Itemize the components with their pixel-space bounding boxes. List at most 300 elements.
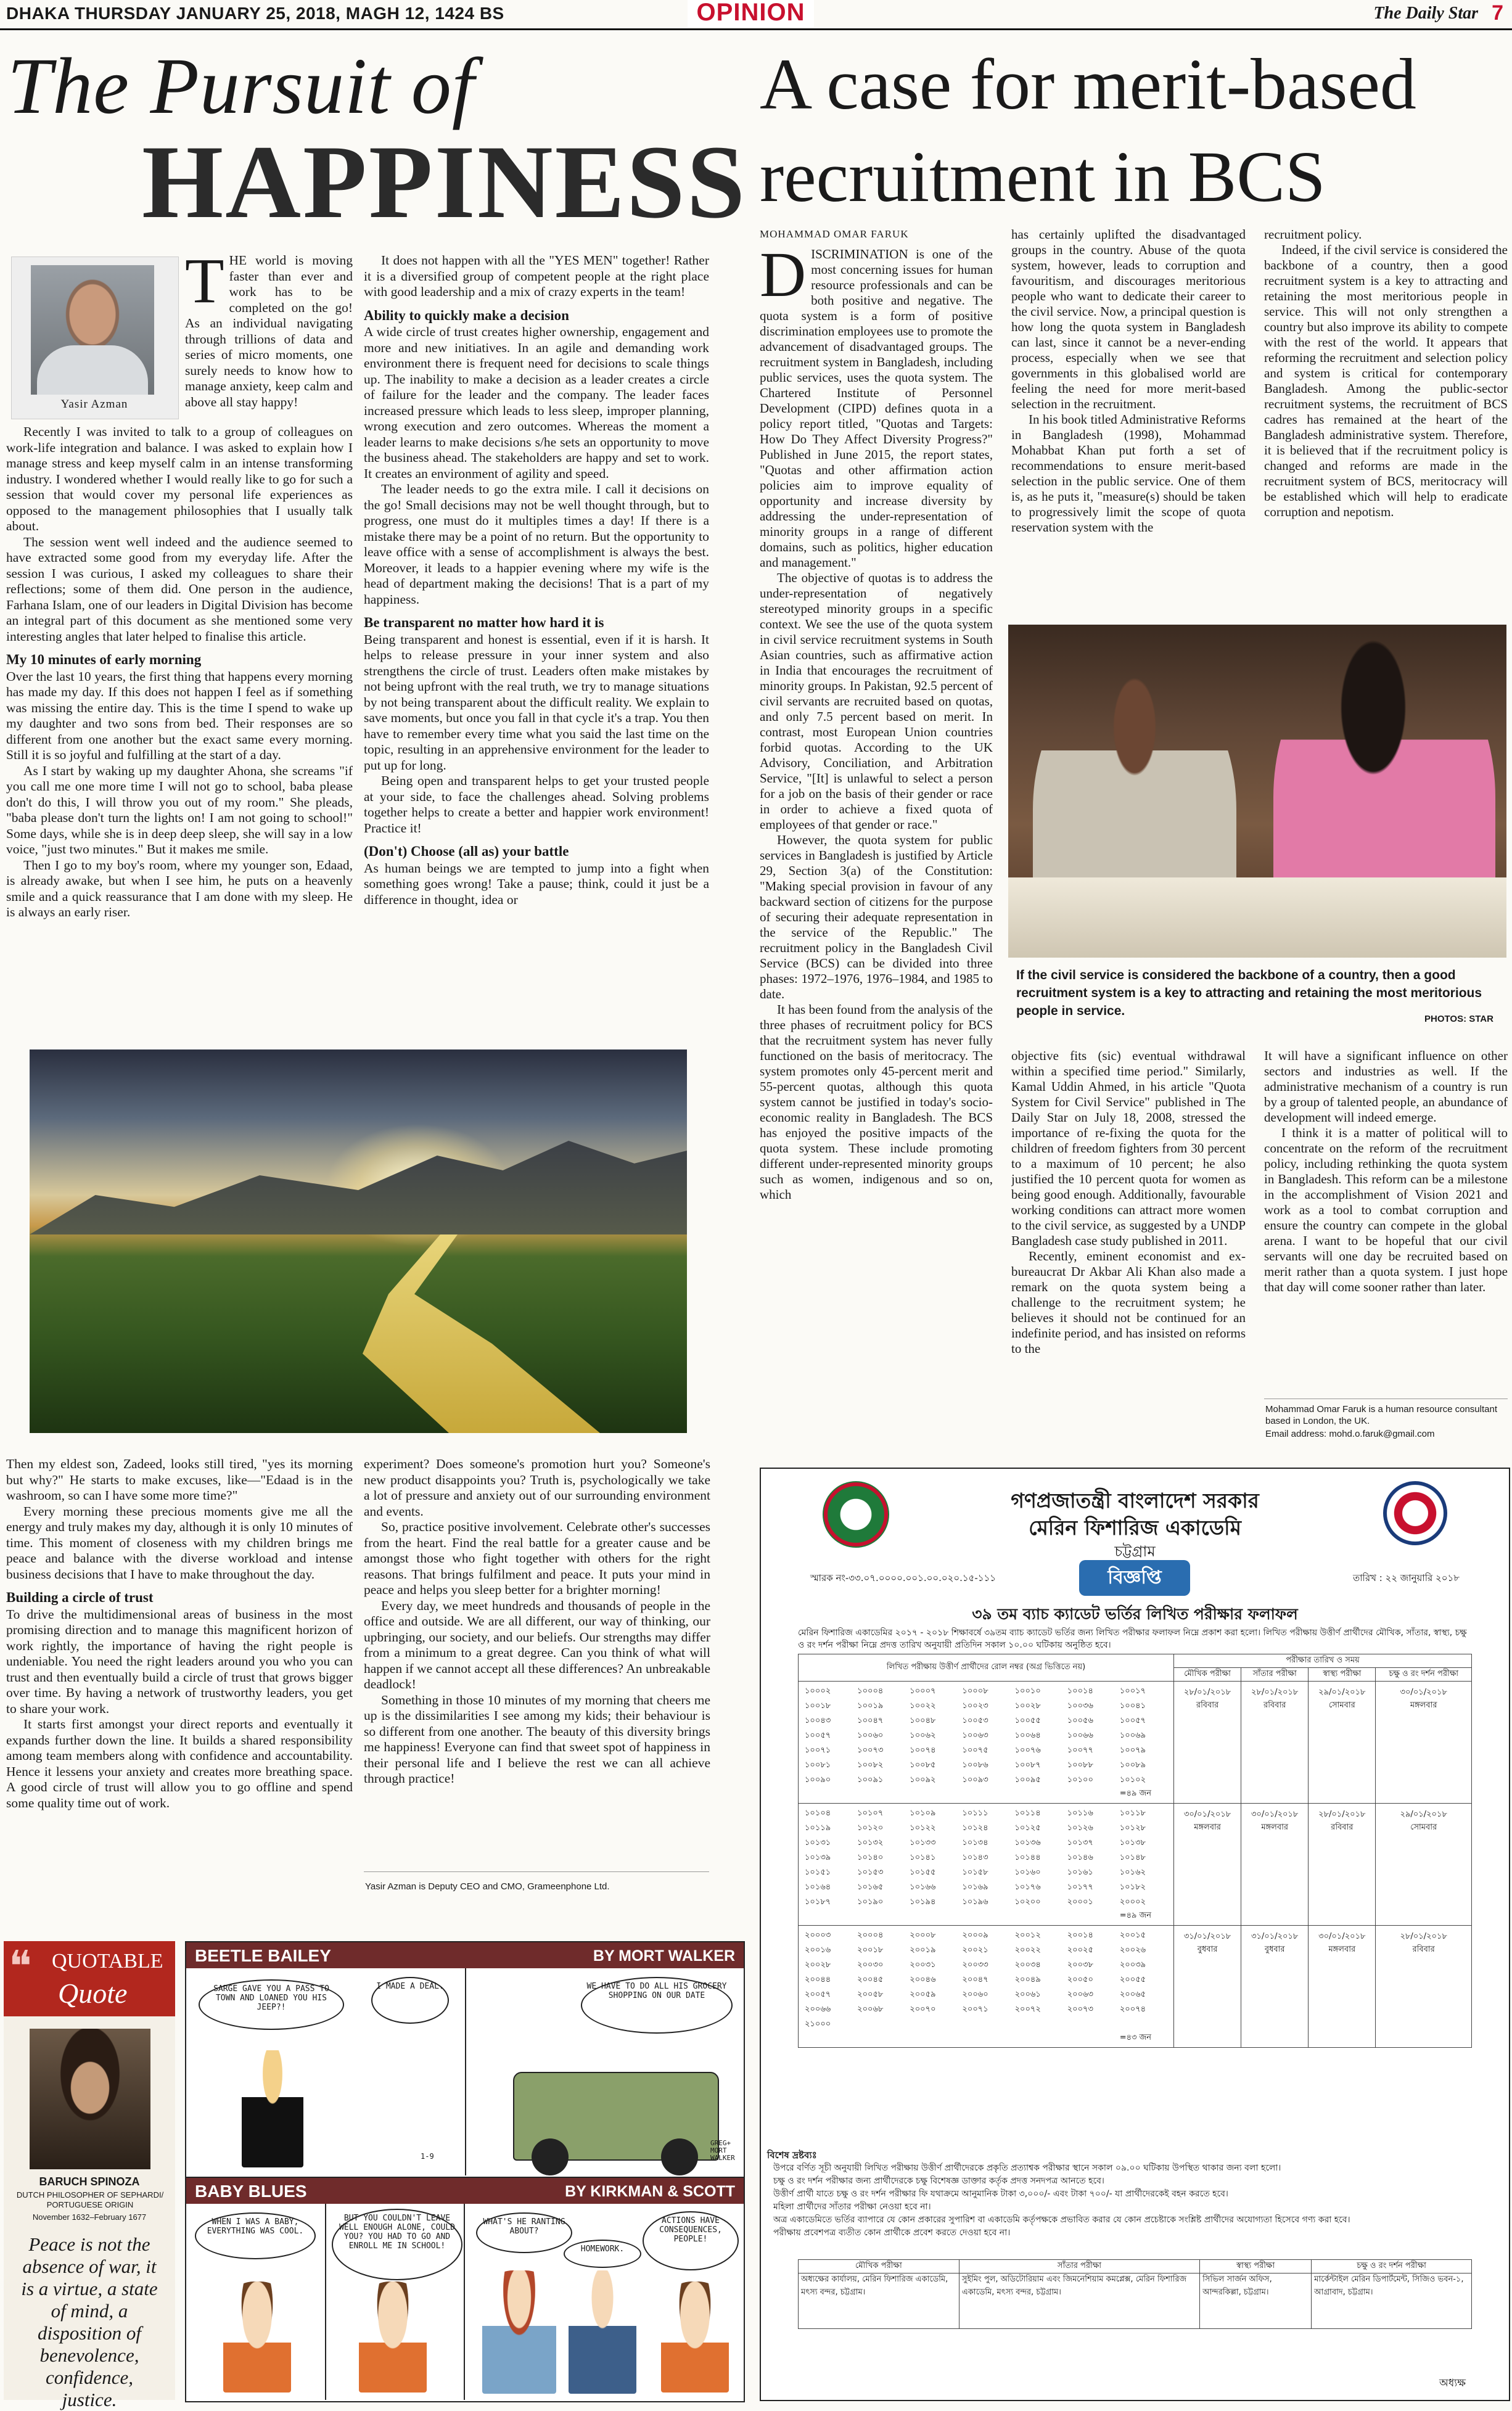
boy-character xyxy=(223,2282,291,2393)
venue-head: সাঁতার পরীক্ষা xyxy=(959,2260,1199,2273)
roll-number: ২০০১৮ xyxy=(857,1945,884,1955)
roll-number: ১০০৫৩ xyxy=(962,1716,988,1725)
subheading: My 10 minutes of early morning xyxy=(6,652,202,667)
roll-number: ২০০১৫ xyxy=(1119,1931,1146,1940)
paragraph: So, practice positive involvement. Celebrate other's successes from the heart. Find the real battle for a greater cause and be amongst those who fight together with others for the right reasons. That brings fulfilment and peace. It puts your mind in peace and helps you sleep better for a brighter morning! xyxy=(364,1519,710,1597)
roll-number: ১০০১৭ xyxy=(1119,1686,1146,1696)
headline-line-2: HAPPINESS xyxy=(142,124,747,240)
exam-date: ২৮/০১/২০১৮ xyxy=(1318,1810,1366,1819)
photo-exam-desk xyxy=(1008,877,1506,958)
paragraph: experiment? Does someone's promotion hurt you? Someone's new product disappoints you? Truth is, psychologically we take a lot of pressure and anxiety out of our surrounding environment and events. xyxy=(364,1456,710,1519)
roll-number: ১০১০৭ xyxy=(857,1809,884,1818)
roll-number: ১০১৯৬ xyxy=(962,1897,988,1907)
quote-origin: DUTCH PHILOSOPHER OF SEPHARDI/ PORTUGUESE ORIGIN xyxy=(16,2190,164,2209)
roll-number: ১০১৩৩ xyxy=(910,1838,936,1847)
roll-number: ১০০৮৮ xyxy=(1067,1760,1093,1770)
note-item: মহিলা প্রার্থীদের সাঁতার পরীক্ষা নেওয়া হবে না। xyxy=(773,2202,931,2212)
roll-number: ১০১৪৬ xyxy=(1067,1853,1093,1862)
roll-number: ২০০২৫ xyxy=(1067,1945,1093,1955)
recruitment-notice xyxy=(760,1468,1510,2401)
roll-number: ১০০০২ xyxy=(805,1686,831,1696)
notice-intro: মেরিন ফিশারিজ একাডেমির ২০১৭ - ২০১৮ শিক্ষাবর্ষে ৩৯তম ব্যাচ ক্যাডেট ভর্তির জন্য লিখিত পরীক্ষার ফলাফল নিম্নে প্রকাশ করা হলো। লিখিত পরীক্ষায় উত্তীর্ণ প্রার্থীদের মৌখিক, সাঁতার, স্বাস্থ্য, চক্ষু ও রং দর্শন পরীক্ষা নিম্নে প্রদত্ত তারিখ অনুযায়ী প্রতিদিন সকাল ১০.০০ ঘটিকায় অনুষ্ঠিত হবে। xyxy=(798,1628,1467,1650)
note-item: উত্তীর্ণ প্রার্থী যাতে চক্ষু ও রং দর্শন পরীক্ষার ফি যথাক্রমে আনুমানিক টাকা ৩,০০০/- এবং টাকা ৭০০/- যা প্রার্থীদেরকেই বহন করতে হবে। xyxy=(773,2189,1228,2199)
quote-label-2: Quote xyxy=(58,1978,128,2009)
roll-number: ২০০১৬ xyxy=(805,1945,831,1955)
roll-number: ২০০৪৪ xyxy=(805,1975,831,1984)
roll-numbers-cell xyxy=(799,1682,1174,1804)
exam-weekday: সোমবার xyxy=(1410,1823,1437,1832)
table-head-rolls: লিখিত পরীক্ষায় উত্তীর্ণ প্রার্থীদের রোল নম্বর (অগ্র ভিত্তিতে নয়) xyxy=(799,1654,1174,1682)
drop-cap: T xyxy=(185,253,224,316)
paragraph: HE world is moving faster than ever and work has to be completed on the go! As an individual navigating through trillions of data and series of micro moments, one surely needs to know how to manage anxiety, keep calm and above all stay happy! xyxy=(185,253,353,409)
subheading: (Don't) Choose (all as) your battle xyxy=(364,844,569,859)
roll-number: ২০০৫০ xyxy=(1067,1975,1093,1984)
paragraph: The leader needs to go the extra mile. I call it decisions on the go! Small decisions may not be well thought through, but to progress, one must do it multiples times a day! If there is a mistake there may be a point of no return. But the opportunity to leave office with a sense of accomplishment is always the best. Moreover, it leads to a happier evening where my wife is the head of department making the decisions! That is a part of my happiness. xyxy=(364,482,709,607)
exam-weekday: মঙ্গলবার xyxy=(1261,1823,1289,1832)
subheading: Be transparent no matter how hard it is xyxy=(364,615,604,630)
roll-number: ১০০২৩ xyxy=(962,1701,988,1711)
roll-number: ১০১৩৭ xyxy=(1067,1838,1093,1847)
right-column-c xyxy=(1264,227,1508,615)
article-column-1-bottom xyxy=(6,1456,353,1900)
roll-number: ১০০১৪ xyxy=(1067,1686,1093,1696)
exam-date-cell xyxy=(1241,1804,1309,1926)
exam-weekday: রবিবার xyxy=(1196,1701,1219,1710)
roll-number: ১০০২২ xyxy=(910,1701,936,1711)
exam-date: ২৯/০১/২০১৮ xyxy=(1400,1810,1447,1819)
exam-weekday: রবিবার xyxy=(1412,1945,1435,1954)
roll-number: ২০০৬৬ xyxy=(805,2005,831,2014)
roll-number: ১০১৬৫ xyxy=(857,1883,884,1892)
section-label: OPINION xyxy=(688,0,814,27)
speech-bubble: WE HAVE TO DO ALL HIS GROCERY SHOPPING ON OUR DATE xyxy=(581,1977,733,2034)
quote-label-1: QUOTABLE xyxy=(52,1950,163,1973)
roll-number: ১০০১০ xyxy=(1014,1686,1041,1696)
roll-number: ২১০০০ xyxy=(805,2019,831,2029)
roll-number: ২০০৭৩ xyxy=(1067,2005,1093,2014)
exam-weekday: বুধবার xyxy=(1264,1945,1285,1954)
notice-signature: অধ্যক্ষ xyxy=(1439,2377,1466,2389)
roll-number: ১০১২৪ xyxy=(962,1823,988,1833)
roll-number: ১০১৩৬ xyxy=(1014,1838,1041,1847)
roll-number: ১০০৪৭ xyxy=(857,1716,884,1725)
paragraph: It has been found from the analysis of the three phases of recruitment policy for BCS that the recruitment system has never fully functioned on the basis of meritocracy. The system promotes only 45-percent merit and 55-percent quotas, although this quota system cannot be justified in today's socio-economic reality in Bangladesh. The BCS has enjoyed the positive impacts of the quota system. These include promoting different under-represented minority groups such as women, indigenous and so on, which xyxy=(760,1002,993,1202)
paragraph: Every day, we meet hundreds and thousands of people in the office and outside. We are all different, our way of thinking, our upbringing, our society, and our beliefs. Our strengths may differ from a minimum to a great degree. Can you think of what will happen if we cannot accept all these differences? An unbreakable deadlock! xyxy=(364,1598,710,1691)
results-table xyxy=(798,1654,1472,2048)
right-column-b-bottom xyxy=(1011,1048,1246,1443)
mother-character xyxy=(482,2270,556,2394)
roll-number: ১০০০৮ xyxy=(962,1686,988,1696)
roll-number: ২০০৪৬ xyxy=(910,1975,936,1984)
paragraph: Then I go to my boy's room, where my younger son, Edaad, is already awake, but when I see him, he puts on a heavenly smile and a quick reassurance that I am done with my sleep. He is always an early riser. xyxy=(6,857,353,919)
exam-date: ৩১/০১/২০১৮ xyxy=(1251,1932,1299,1941)
exam-date-cell xyxy=(1174,1682,1241,1804)
venue-head: মৌখিক পরীক্ষা xyxy=(799,2260,959,2273)
paragraph: Something in those 10 minutes of my morning that cheers me up is the dissimilarities I see among my kids; their behaviour is so different from one another. The beauty of this diversity brings me happiness! Everyone can find that sweet spot of happiness in their personal life and I believe the rest we can all achieve through practice! xyxy=(364,1692,710,1786)
article-column-1-top xyxy=(185,253,353,425)
roll-number: ১০০৯১ xyxy=(857,1775,884,1785)
roll-number: ১০০৫৭ xyxy=(1119,1716,1146,1725)
roll-number: ১০০৫৬ xyxy=(1067,1716,1093,1725)
headline-line-1: The Pursuit of xyxy=(7,42,475,131)
paragraph: Over the last 10 years, the first thing that happens every morning has made my day. If this does not happen I feel as if something was missing the entire day. This is the time I spend to wake up my daughter and two sons from bed. Their responses are so different from one another but the exact same every morning. Still it is so joyful and fulfilling at the start of a day. xyxy=(6,668,353,762)
exam-weekday: মঙ্গলবার xyxy=(1328,1945,1356,1954)
blonde-character xyxy=(242,2050,303,2167)
roll-number: ২০০৫৫ xyxy=(1119,1975,1146,1984)
roll-number: ১০০৬৬ xyxy=(1067,1731,1093,1740)
results-group-row xyxy=(799,1804,1472,1926)
exam-date: ২৮/০১/২০১৮ xyxy=(1400,1932,1447,1941)
notice-badge: বিজ্ঞপ্তি xyxy=(1079,1560,1190,1596)
paragraph: However, the quota system for public services in Bangladesh is justified by Article 29, Section 3(a) of the Constitution: "Making special provision in favour of any backward section of citizens for the purpose of securing their adequate representation in the service of the Republic." The recruitment policy in the Bangladesh Civil Service (BCS) can be divided into three phases: 1972–1976, 1976–1984, and 1985 to date. xyxy=(760,832,993,1001)
exam-date-cell xyxy=(1309,1804,1376,1926)
exam-date: ২৮/০১/২০১৮ xyxy=(1251,1688,1299,1697)
roll-number: ১০১৯০ xyxy=(857,1897,884,1907)
paragraph: Recently, eminent economist and ex-bureaucrat Dr Akbar Ali Khan also made a remark on the quota system being a challenge to the recruitment system; he believes it should not be continued for an indefinite period, and has insisted on reforms to the xyxy=(1011,1249,1246,1356)
roll-number: ১০০০৭ xyxy=(910,1686,936,1696)
roll-number: ১০০৮২ xyxy=(857,1760,884,1770)
note-item: অত্র একাডেমিতে ভর্তির ব্যাপারে যে কোন প্রকারের সুপারিশ বা একাডেমি কর্তৃপক্ষকে প্রভাবিত করার যে কোন প্রচেষ্টাকে সংশ্লিষ্ট প্রার্থীদের অযোগ্যতা হিসেবে গণ্য করা হবে। xyxy=(773,2215,1350,2225)
roll-number: ২০০৬০ xyxy=(962,1990,988,1999)
subheading: Building a circle of trust xyxy=(6,1590,154,1605)
roll-number: ২০০৭১ xyxy=(962,2005,988,2014)
roll-number: ১০১২৮ xyxy=(1119,1823,1146,1833)
roll-number: ২০০৫৮ xyxy=(857,1990,884,1999)
roll-number: ১০১৬৯ xyxy=(962,1883,988,1892)
exam-date-cell xyxy=(1376,1804,1472,1926)
paragraph: The session went well indeed and the audience seemed to have extracted some good from my everyday life. After the session I was curious, I asked my colleagues to share their reflections; some of them did. One person in the audience, Farhana Islam, one of our leaders in Digital Division has become an integral part of this document as she mentioned some very interesting angles that later helped to finalise this article. xyxy=(6,534,353,644)
roll-number: ১০০৭৪ xyxy=(910,1746,936,1755)
roll-number: ২০০২৮ xyxy=(805,1960,831,1969)
author-note-rule xyxy=(364,1871,709,1872)
roll-number: ২০০৬৩ xyxy=(1067,1990,1093,1999)
jeep-wheel-icon xyxy=(661,2138,698,2175)
roll-number: ২০০২৬ xyxy=(1119,1945,1146,1955)
blues-panel-divider xyxy=(325,2204,326,2400)
roll-number: ১০০৯৩ xyxy=(962,1775,988,1785)
roll-number: ১০০৬২ xyxy=(910,1731,936,1740)
venue-cell: মার্কেন্টাইল মেরিন ডিপার্টমেন্ট, সিজিও ভবন-১, আগ্রাবাদ, চট্টগ্রাম। xyxy=(1312,2273,1472,2329)
roll-number: ১০১৩৮ xyxy=(1119,1838,1146,1847)
roll-number: ১০০০৪ xyxy=(857,1686,884,1696)
paragraph: Recently I was invited to talk to a group of colleagues on work-life integration and balance. I was asked to explain how I manage stress and keep myself calm in an intense transforming industry. I wondered whether I would really like to go for such a session that would cover my personal life experiences as opposed to the management philosophies that I usually talk about. xyxy=(6,424,353,533)
roll-number: ২০০৪৯ xyxy=(1014,1975,1041,1984)
paragraph: In his book titled Administrative Reforms in Bangladesh (1998), Mohammad Mohabbat Khan put forth a set of recommendations to ensure merit-based selection in the public service. One of them is, as he puts it, "measure(s) should be taken to progressively limit the scope of quota reservation system with the xyxy=(1011,412,1246,535)
beetle-bailey-strip xyxy=(185,1941,745,2178)
subheading: Ability to quickly make a decision xyxy=(364,307,569,323)
roll-number: ১০১৮২ xyxy=(1119,1883,1146,1892)
roll-number: ১০০৭৫ xyxy=(962,1746,988,1755)
roll-number: ২০০৩০ xyxy=(857,1960,884,1969)
roll-number: ১০১৭৬ xyxy=(1014,1883,1041,1892)
jeep-wheel-icon xyxy=(532,2138,569,2175)
paragraph: Then my eldest son, Zadeed, looks still tired, "yes its morning but why?" He starts to make excuses, like—"Edaad is in the washroom, so can I have some more time?" xyxy=(6,1456,353,1503)
roll-number: ১০১০২ xyxy=(1119,1775,1146,1785)
beetle-signature: GREG+ MORT WALKER xyxy=(710,2139,735,2162)
roll-number: ১০১০৯ xyxy=(910,1809,936,1818)
speech-bubble: ACTIONS HAVE CONSEQUENCES, PEOPLE! xyxy=(643,2211,739,2270)
exam-weekday: মঙ্গলবার xyxy=(1194,1823,1221,1832)
photo-caption: If the civil service is considered the backbone of a country, then a good recruitment system is a key to attracting and retaining the most meritorious people in service. xyxy=(1016,968,1482,1018)
roll-number: ১০১৫৫ xyxy=(910,1868,936,1877)
roll-number xyxy=(1013,2017,1065,2032)
yellow-brick-road xyxy=(190,1234,622,1433)
notice-result-title: ৩৯ তম ব্যাচ ক্যাডেট ভর্তির লিখিত পরীক্ষার ফলাফল xyxy=(972,1605,1298,1623)
article-column-2-bottom xyxy=(364,1456,710,1857)
exam-weekday: বুধবার xyxy=(1197,1945,1218,1954)
roll-number: ১০০৬৪ xyxy=(1014,1731,1041,1740)
roll-number: ১০০১৮ xyxy=(805,1701,831,1711)
col-head-swim: সাঁতার পরীক্ষা xyxy=(1241,1668,1309,1682)
paragraph: Indeed, if the civil service is considered the backbone of a country, then a good recruitment system is a key to attracting and retaining the most meritorious people in service. This will not only strengthen a country but also improve its ability to compete with the rest of the world. It appears that reforming the recruitment and selection policy and system is critical for contemporary Bangladesh. Among the public-sector recruitment systems, the recruitment of BCS cadres has remained at the heart of the Bangladesh administrative system. Therefore, it is believed that if the recruitment policy is changed and reforms are made in the recruitment system of BCS, meritocracy will be established which will help to eradicate corruption and nepotism. xyxy=(1264,242,1508,519)
paragraph: Every morning these precious moments give me all the energy and truly makes my day, although it is only 10 minutes of time. This moment of closeness with my children brings me peace and balance with the diverse workload and intense business decisions that I have to make throughout the day. xyxy=(6,1503,353,1582)
paragraph: recruitment policy. xyxy=(1264,227,1362,242)
notice-memo: স্মারক নং-৩৩.০৭.০০০০.০০১.০০.০২০.১৫-১১১ xyxy=(810,1572,996,1583)
roll-number: ১০০১৯ xyxy=(857,1701,884,1711)
issue-date: DHAKA THURSDAY JANUARY 25, 2018, MAGH 12, 1424 BS xyxy=(6,4,504,23)
roll-number: ২০০৭২ xyxy=(1014,2005,1041,2014)
exam-date-cell xyxy=(1241,1926,1309,2048)
venue-cell: সিভিল সার্জন অফিস, আন্দরকিল্লা, চট্টগ্রাম। xyxy=(1200,2273,1312,2329)
paragraph: A wide circle of trust creates higher ownership, engagement and more and new initiatives. In an agile and demanding work environment there is frequent need for decisions to scale things up. The inability to make a decision as a leader creates a circle of failure for the leader and the company. The leader faces increased pressure which leads to less sleep, improper planning, wrong execution and zero outcomes. Whereas the moment a leader learns to make decisions s/he sets an opportunity to move the business ahead. The stakeholders are happy and set to work. It creates an environment of agility and speed. xyxy=(364,324,709,481)
paragraph: ISCRIMINATION is one of the most concerning issues for human resource professionals and can be both positive and negative. The quota system is a form of positive discrimination employees use to promote the advancement of disadvantaged groups. The recruitment system in Bangladesh, including public services, uses the quota system. The Chartered Institute of Personnel Development (CIPD) defines quota in a policy report titled, "Quotas and Targets: How Do They Affect Diversity Progress?" Published in June 2015, the report states, "Quotas and other affirmation action policies aim to improve equality of opportunity and increase diversity by addressing the under-representation of minority groups in a range of different domains, such as politics, higher education and management." xyxy=(760,247,993,570)
note-item: পরীক্ষায় প্রবেশপত্র ব্যতীত কোন প্রার্থীকে প্রবেশ করতে দেওয়া হবে না। xyxy=(773,2228,1011,2238)
right-column-c-bottom xyxy=(1264,1048,1508,1394)
roll-number: ১০০৫৫ xyxy=(1014,1716,1041,1725)
roll-number: ২০০১৪ xyxy=(1067,1931,1093,1940)
roll-number: ১০০৮১ xyxy=(805,1760,831,1770)
roll-number: ১০১৩২ xyxy=(857,1838,884,1847)
roll-number: ১০১৪০ xyxy=(857,1853,884,1862)
exam-date-cell xyxy=(1174,1804,1241,1926)
roll-number: ২০০০৮ xyxy=(910,1931,936,1940)
blues-byline: BY KIRKMAN & SCOTT xyxy=(565,2183,735,2200)
notice-gov-title: গণপ্রজাতন্ত্রী বাংলাদেশ সরকার xyxy=(1011,1489,1259,1513)
philosopher-portrait xyxy=(30,2029,150,2169)
roll-number: ১০০৯০ xyxy=(805,1775,831,1785)
venue-head: চক্ষু ও রং দর্শন পরীক্ষা xyxy=(1312,2260,1472,2273)
roll-number: ১০১৫১ xyxy=(805,1868,831,1877)
results-group-row xyxy=(799,1682,1472,1804)
speech-bubble: SARGE GAVE YOU A PASS TO TOWN AND LOANED YOU HIS JEEP?! xyxy=(199,1979,344,2030)
results-group-row xyxy=(799,1926,1472,2048)
group-count: =৪৩ জন xyxy=(1119,2033,1151,2042)
paragraph: As human beings we are tempted to jump into a fight when something goes wrong! Take a pause; think, could it just be a difference in thought, idea or xyxy=(364,860,709,907)
exam-weekday: রবিবার xyxy=(1263,1701,1286,1710)
author-note-right: Mohammad Omar Faruk is a human resource consultant based in London, the UK. xyxy=(1265,1404,1497,1426)
article-column-1-body xyxy=(6,424,353,1024)
col-head-health: স্বাস্থ্য পরীক্ষা xyxy=(1309,1668,1376,1682)
roll-number: ২০০২১ xyxy=(962,1945,988,1955)
venue-cell: অধ্যক্ষের কার্যালয়, মেরিন ফিশারিজ একাডেমি, মৎস্য বন্দর, চট্টগ্রাম। xyxy=(799,2273,959,2329)
boy-character xyxy=(359,2282,427,2393)
roll-number: ১০০৮৯ xyxy=(1119,1760,1146,1770)
roll-number: ২০০৪৫ xyxy=(857,1975,884,1984)
exam-date-cell xyxy=(1309,1682,1376,1804)
roll-number: ১০১২৬ xyxy=(1067,1823,1093,1833)
speech-bubble: BUT YOU COULDN'T LEAVE WELL ENOUGH ALONE, COULD YOU? YOU HAD TO GO AND ENROLL ME IN SCHOOL! xyxy=(332,2209,462,2280)
roll-number: ১০১৯৪ xyxy=(910,1897,936,1907)
roll-number: ১০০৬৯ xyxy=(1119,1731,1146,1740)
baby-blues-strip xyxy=(185,2177,745,2402)
speech-bubble: I MADE A DEAL. xyxy=(371,1977,449,2024)
col-head-viva: মৌখিক পরীক্ষা xyxy=(1174,1668,1241,1682)
roll-number: ১০০৬৩ xyxy=(962,1731,988,1740)
roll-number: ১০১৬২ xyxy=(1119,1868,1146,1877)
right-column-b xyxy=(1011,227,1246,615)
roll-number: ২০০০৯ xyxy=(962,1931,988,1940)
venue-head: স্বাস্থ্য পরীক্ষা xyxy=(1200,2260,1312,2273)
blues-title: BABY BLUES xyxy=(195,2182,307,2201)
author-email: Email address: mohd.o.faruk@gmail.com xyxy=(1265,1429,1435,1439)
group-count: =৪৯ জন xyxy=(1119,1789,1151,1798)
roll-number: ২০০৭৪ xyxy=(1119,2005,1146,2014)
roll-number: ১০১৪৮ xyxy=(1119,1853,1146,1862)
roll-number: ১০১৫৮ xyxy=(962,1868,988,1877)
roll-number: ১০১৩৯ xyxy=(805,1853,831,1862)
notice-city: চট্টগ্রাম xyxy=(1114,1543,1156,1560)
group-count: =৪৯ জন xyxy=(1119,1911,1151,1920)
quote-header xyxy=(4,1941,175,2016)
beetle-byline: BY MORT WALKER xyxy=(593,1947,735,1965)
exam-date-cell xyxy=(1309,1926,1376,2048)
quote-dates: November 1632–February 1677 xyxy=(32,2212,147,2222)
roll-number: ১০০৭১ xyxy=(805,1746,831,1755)
roll-number xyxy=(1117,2017,1170,2032)
notes-list xyxy=(773,2162,1495,2240)
exam-date: ২৯/০১/২০১৮ xyxy=(1318,1688,1366,1697)
roll-number: ২০০০৩ xyxy=(805,1931,831,1940)
roll-number: ১০১১৬ xyxy=(1067,1809,1093,1818)
roll-number: ১০০৭৭ xyxy=(1067,1746,1093,1755)
roll-number: ১০০৭৬ xyxy=(1014,1746,1041,1755)
roll-number: ১০১৮৭ xyxy=(805,1897,831,1907)
beetle-title: BEETLE BAILEY xyxy=(195,1946,331,1965)
note-item: উপরে বর্ণিত সূচী অনুযায়ী লিখিত পরীক্ষায় উত্তীর্ণ প্রার্থীদেরকে প্রকৃতি প্রত্যাশ্বক পরীক্ষার স্থানে সকাল ০৯.০০ ঘটিকায় উপস্থিত থাকার জন্য বলা হলো। xyxy=(773,2163,1281,2173)
roll-number: ১০১৭৭ xyxy=(1067,1883,1093,1892)
roll-number: ১০১৬৪ xyxy=(805,1883,831,1892)
speech-bubble: WHEN I WAS A BABY, EVERYTHING WAS COOL. xyxy=(195,2212,316,2259)
roll-number: ১০০৮৭ xyxy=(1014,1760,1041,1770)
paragraph: The objective of quotas is to address the under-representation of negatively stereotyped minority groups in a specific context. We see the use of the quota system in civil service recruitment systems in South Asian countries, such as affirmative action in India that encourages the recruitment of minority groups. In Pakistan, 92.5 percent of civil servants are recruited based on quotas, and only 7.5 percent based on merit. In contrast, most European Union countries forbid quotas. According to the UK Advisory, Conciliation, and Arbitration Service, "[It] is unlawful to select a person for a job on the basis of their gender or race in order to achieve a fixed quota of employees of that gender or race." xyxy=(760,570,993,832)
roll-number xyxy=(907,2017,959,2032)
paragraph: I think it is a matter of political will to concentrate on the reform of the recruitment policy, including rethinking the quota system in Bangladesh. This reform can be a milestone in the accomplishment of Vision 2021 and work as a tool to combat corruption and ensure the country can compete in the global arena. I want to be hopeful that our civil servants will one day be recruited based on merit rather than a quota system. I just hope that day will come sooner rather than later. xyxy=(1264,1125,1508,1294)
masthead-logo: The Daily Star xyxy=(1373,4,1478,23)
roll-number: ২০০৫৭ xyxy=(805,1990,831,1999)
roll-number: ২০০৬১ xyxy=(1014,1990,1041,1999)
paragraph: It starts first amongst your direct reports and eventually it expands further down the line. It builds a shared responsibility among team members along with confidence and accountability. Hence it lessens your anxiety and creates more breathing space. A good circle of trust will allow you to go offline and spend some quality time out of work. xyxy=(6,1717,353,1810)
roll-number xyxy=(1065,2017,1117,2032)
roll-number: ১০১১৪ xyxy=(1014,1809,1041,1818)
roll-number: ১০০৩৬ xyxy=(1067,1701,1093,1711)
roll-number: ২০০৩৪ xyxy=(1014,1960,1041,1969)
roll-number: ১০১৪১ xyxy=(910,1853,936,1862)
roll-number: ১০০২৮ xyxy=(1014,1701,1041,1711)
note-item: চক্ষু ও রং দর্শন পরীক্ষার জন্য প্রার্থীদেরকে চক্ষু বিশেষজ্ঞ ডাক্তার কর্তৃক প্রদত্ত সনদপত্র আনতে হবে। xyxy=(773,2176,1104,2186)
roll-number: ২০০৩৩ xyxy=(962,1960,988,1969)
roll-number: ১০১৪৩ xyxy=(962,1853,988,1862)
roll-number: ২০০২২ xyxy=(1014,1945,1041,1955)
roll-number: ১০০৪৩ xyxy=(805,1716,831,1725)
exam-date: ৩০/০১/২০১৮ xyxy=(1400,1688,1447,1697)
roll-number: ১০১১১ xyxy=(962,1809,988,1818)
roll-number: ১০১০৪ xyxy=(805,1809,831,1818)
roll-number: ২০০৪৭ xyxy=(962,1975,988,1984)
blues-panel-divider xyxy=(464,2204,465,2400)
exam-date: ৩০/০১/২০১৮ xyxy=(1318,1932,1366,1941)
roll-number: ১০১৩১ xyxy=(805,1838,831,1847)
author-note: Yasir Azman is Deputy CEO and CMO, Grameenphone Ltd. xyxy=(365,1881,610,1892)
roll-numbers-cell xyxy=(799,1926,1174,2048)
exam-date-cell xyxy=(1376,1682,1472,1804)
exam-date: ৩০/০১/২০১৮ xyxy=(1251,1810,1299,1819)
author-photo-label: Yasir Azman xyxy=(60,398,128,411)
exam-weekday: সোমবার xyxy=(1328,1701,1355,1710)
roll-number: ২০০১৯ xyxy=(910,1945,936,1955)
roll-number: ২০০৭০ xyxy=(910,2005,936,2014)
roll-number xyxy=(855,2017,907,2032)
exam-date: ৩১/০১/২০১৮ xyxy=(1183,1932,1231,1941)
roll-number: ১০২০০ xyxy=(1014,1897,1041,1907)
venue-cell: সুইমিং পুল, অডিটোরিয়াম এবং জিমনেশিয়াম কমপ্লেক্স, মেরিন ফিশারিজ একাডেমি, মৎস্য বন্দর, চট্টগ্রাম। xyxy=(959,2273,1199,2329)
notes-title: বিশেষ দ্রষ্টব্যঃ xyxy=(767,2150,817,2161)
exam-date: ৩০/০১/২০১৮ xyxy=(1183,1810,1231,1819)
photo-credit: PHOTOS: STAR xyxy=(1424,1014,1494,1024)
roll-number: ২০০৬৮ xyxy=(857,2005,884,2014)
page-number: 7 xyxy=(1492,1,1503,25)
quote-text: Peace is not the absence of war, it is a virtue, a state of mind, a disposition of benevolence, confidence, justice. xyxy=(21,2233,158,2410)
beetle-date: 1-9 xyxy=(421,2152,434,2161)
roll-number: ১০০৮৬ xyxy=(962,1760,988,1770)
right-column-a xyxy=(760,247,993,1446)
roll-number: ১০০৭৩ xyxy=(857,1746,884,1755)
exam-date-cell xyxy=(1241,1682,1309,1804)
col-head-eye: চক্ষু ও রং দর্শন পরীক্ষা xyxy=(1376,1668,1472,1682)
roll-number: ১০১৫৩ xyxy=(857,1868,884,1877)
roll-number: ১০০৮৫ xyxy=(910,1760,936,1770)
roll-number: ২০০০৪ xyxy=(857,1931,884,1940)
roll-number: ২০০১২ xyxy=(1014,1931,1041,1940)
exam-date-cell xyxy=(1376,1926,1472,2048)
roll-number: ১০০৪৮ xyxy=(910,1716,936,1725)
article-column-2-top xyxy=(364,253,709,1024)
roll-number: ২০০৬৫ xyxy=(1119,1990,1146,1999)
headline-right: A case for merit-based recruitment in BCS xyxy=(760,44,1416,217)
beetle-panel-divider xyxy=(465,1968,466,2175)
roll-number: ১০০৯২ xyxy=(910,1775,936,1785)
author-photo-shirt xyxy=(37,345,148,395)
roll-number: ২০০৩৯ xyxy=(1119,1960,1146,1969)
paragraph: Being open and transparent helps to get your trusted people at your side, to face the challenges ahead. Solving problems together helps to create a better and happier work environment! Practice it! xyxy=(364,773,709,836)
roll-number: ১০০৯৫ xyxy=(1014,1775,1041,1785)
roll-number: ১০০৭৯ xyxy=(1119,1746,1146,1755)
roll-number: ১০১০০ xyxy=(1067,1775,1093,1785)
paragraph: As I start by waking up my daughter Ahona, she screams "if you call me one more time I will not go to school, baba please don't do this, I will throw you out of my room." She pleads, "baba please don't turn the lights on! I am not going to school!" Some days, while she is in deep deep sleep, she will say in a low voice, "just two minutes." But it makes me smile. xyxy=(6,763,353,856)
quote-name: BARUCH SPINOZA xyxy=(39,2175,140,2188)
paragraph: It does not happen with all the "YES MEN" together! Rather it is a diversified group of competent people at the right place with good leadership and a mix of crazy experts in the team! xyxy=(364,253,709,299)
paragraph: It will have a significant influence on other sectors and industries as well. If the administrative mechanism of a country is run by a group of talented people, an abundance of development will indeed emerge. xyxy=(1264,1048,1508,1125)
roll-number: ২০০০২ xyxy=(1119,1897,1146,1907)
roll-number: ১০০৪১ xyxy=(1119,1701,1146,1711)
roll-number: ২০০৩১ xyxy=(910,1960,936,1969)
notice-academy: মেরিন ফিশারিজ একাডেমি xyxy=(1029,1516,1241,1540)
speech-bubble: WHAT'S HE RANTING ABOUT? xyxy=(476,2212,572,2253)
roll-number: ২০০০১ xyxy=(1067,1897,1093,1907)
father-character xyxy=(569,2270,636,2394)
roll-number xyxy=(959,2017,1012,2032)
table-head-dates: পরীক্ষার তারিখ ও সময় xyxy=(1174,1654,1472,1668)
paragraph: objective fits (sic) eventual withdrawal within a specified time period." Similarly, Kamal Uddin Ahmed, in his article "Quota System for Civil Service" published in The Daily Star on July 18, 2008, stressed the importance of re-fixing the quota for the children of freedom fighters from 30 percent to a maximum of 10 percent; he also justified the 10 percent quota for women as being good enough. Additionally, favourable working conditions can attract more women to the civil service, as suggested by a UNDP Bangladesh case study published in 2011. xyxy=(1011,1048,1246,1248)
